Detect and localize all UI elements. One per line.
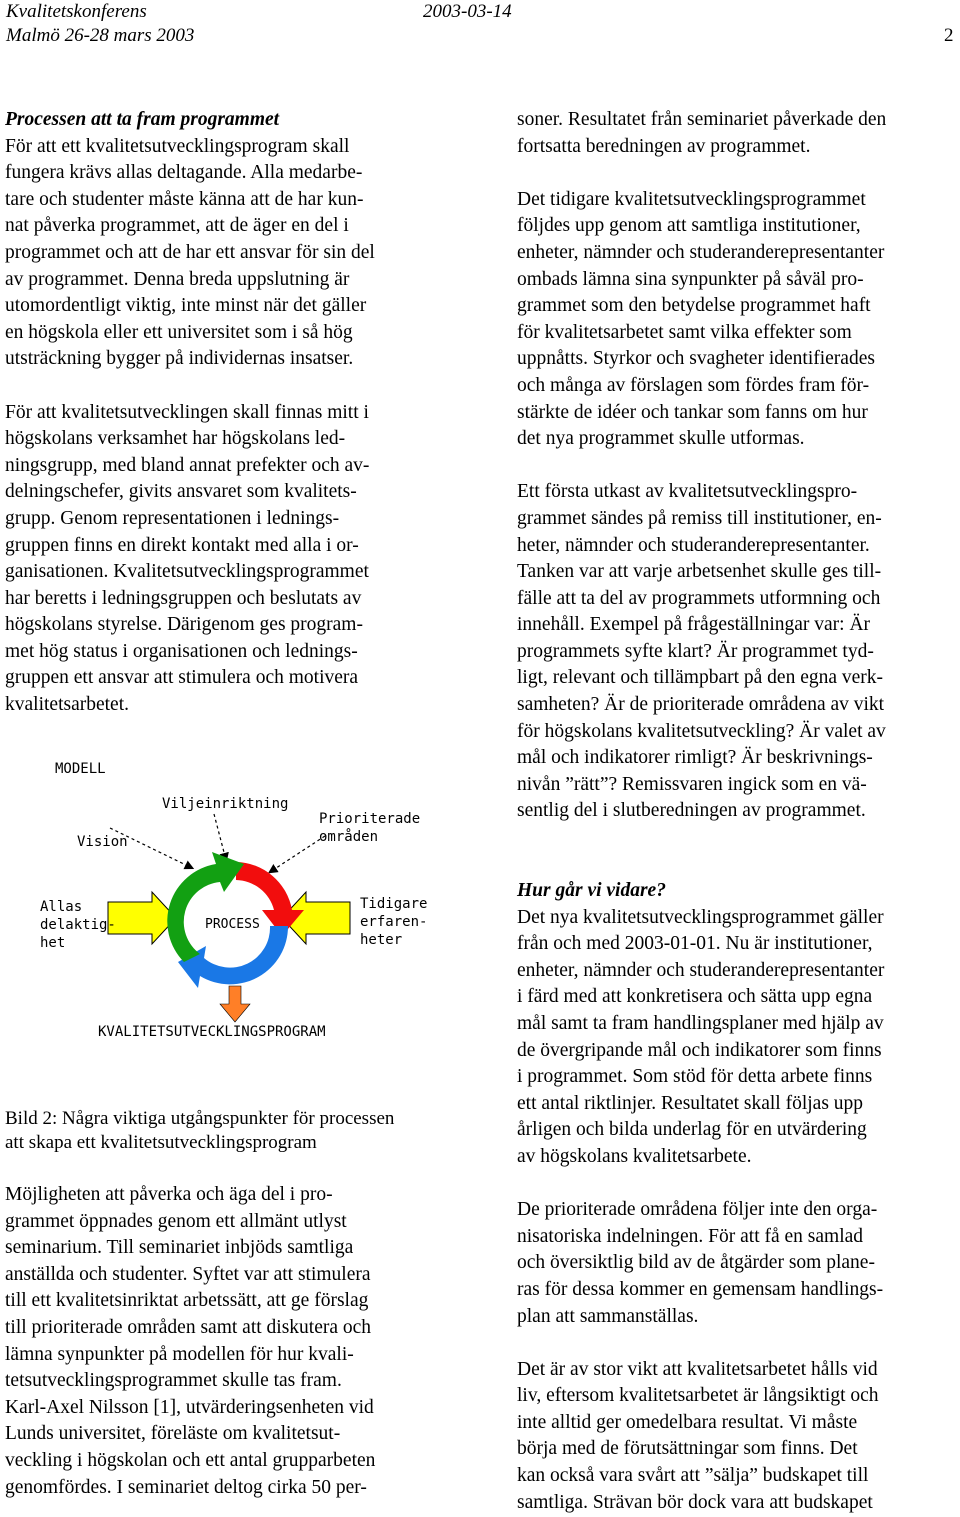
text-line: samtliga. Strävan bör dock vara att budskapet — [517, 1491, 873, 1513]
priority-arrow — [270, 836, 325, 872]
text-line: ett antal riktlinjer. Resultatet skall följas upp — [517, 1092, 864, 1114]
text-line: för högskolans kvalitetsutveckling? Är valet av — [517, 720, 886, 742]
text-line: Tanken var att varje arbetsenhet skulle ges till- — [517, 561, 882, 583]
text-line: nivån ”rätt”? Remissvaren ingick som en vä- — [517, 773, 867, 795]
text-line: fungera krävs allas deltagande. Alla medarbe- — [5, 162, 363, 184]
right-paragraph-5 — [517, 1197, 960, 1330]
text-line: det nya programmet skulle utformas. — [517, 428, 805, 450]
text-line: Möjligheten att påverka och äga del i pro- — [5, 1184, 333, 1205]
header-date: 2003-03-14 — [423, 1, 512, 22]
text-line: het — [40, 935, 66, 951]
right-paragraph-3 — [517, 479, 960, 825]
text-line: nat påverka programmet, att de äger en del i — [5, 215, 349, 237]
text-line: Ett första utkast av kvalitetsutvecklingspro- — [517, 481, 858, 503]
right-paragraph-4 — [517, 905, 960, 1171]
text-line: För att kvalitetsutvecklingen skall finnas mitt i — [5, 401, 369, 423]
text-line: från och med 2003-01-01. Nu är institutioner, — [517, 933, 873, 955]
text-line: för kvalitetsarbetet samt vilka effekter som — [517, 321, 852, 343]
text-line: kan också vara svårt att ”sälja” budskapet till — [517, 1465, 869, 1487]
text-line: Karl-Axel Nilsson [1], utvärderingsenheten vid — [5, 1396, 374, 1418]
text-line: och många av förslagen som fördes fram för- — [517, 374, 870, 396]
text-line: till ett kvalitetsinriktat arbetssätt, att ge förslag — [5, 1290, 369, 1312]
text-line: enheter, nämnder och studeranderepresentanter — [517, 959, 885, 981]
text-line: uppnåtts. Styrkor och svagheter identifierades — [517, 348, 875, 370]
text-line: lämna synpunkter på modellen för hur kvali- — [5, 1343, 354, 1365]
text-line: områden — [319, 829, 379, 845]
text-line: sentlig del i slutberedningen av programmet. — [517, 800, 866, 822]
text-line: grammet som den betydelse programmet haft — [517, 295, 871, 317]
text-line: nisatoriska indelningen. För att få en samlad — [517, 1225, 864, 1247]
text-line: i färd med att konkretisera och sätta upp egna — [517, 986, 873, 1008]
diagram-label-participation — [40, 898, 116, 952]
text-line: soner. Resultatet från seminariet påverkade den — [517, 109, 887, 130]
text-line: kvalitetsarbetet. — [5, 694, 129, 716]
text-line: programmets syfte klart? Är programmet tyd- — [517, 640, 874, 662]
text-line: i programmet. Som stöd för detta arbete finns — [517, 1066, 873, 1088]
text-line: heter — [360, 932, 403, 948]
text-line: fälle att ta del av programmets utformning och — [517, 587, 881, 609]
text-line: grammet öppnades genom ett allmänt utlyst — [5, 1210, 347, 1232]
right-column-top — [517, 107, 960, 825]
text-line: stärkte de idéer och tankar som fanns om hur — [517, 401, 868, 423]
text-line: årligen och bilda underlag för en utvärdering — [517, 1119, 867, 1141]
text-line: grammet sändes på remiss till institutioner, en- — [517, 507, 882, 529]
text-line: utsträckning bygger på individernas insatser. — [5, 348, 354, 370]
text-line: enheter, nämnder och studeranderepresentanter — [517, 241, 885, 263]
header-location: Malmö 26-28 mars 2003 — [6, 25, 195, 46]
text-line: Det tidigare kvalitetsutvecklingsprogrammet — [517, 188, 866, 210]
text-line: tetsutvecklingsprogrammet skulle tas fram. — [5, 1370, 342, 1392]
participation-arrow — [108, 892, 176, 944]
text-line: högskolans verksamhet har högskolans led- — [5, 428, 346, 450]
text-line: Prioriterade — [319, 811, 421, 827]
text-line: inte alltid ger omedelbara resultat. Vi måste — [517, 1411, 858, 1433]
text-line: följdes upp genom att samtliga institutioner, — [517, 215, 861, 237]
text-line: För att ett kvalitetsutvecklingsprogram skall — [5, 135, 350, 157]
diagram-label-process: PROCESS — [205, 917, 260, 932]
text-line: utomordentligt viktig, inte minst när det gäller — [5, 295, 367, 317]
page-number: 2 — [944, 25, 954, 46]
text-line: och översiktlig bild av de åtgärder som plane- — [517, 1252, 875, 1274]
left-column-bottom — [5, 1182, 450, 1501]
text-line: programmet och att de har ett ansvar för sin del — [5, 241, 375, 263]
text-line: liv, eftersom kvalitetsarbetet är långsiktigt och — [517, 1385, 879, 1407]
text-line: ningsgrupp, med bland annat prefekter och av- — [5, 454, 370, 476]
text-line: seminarium. Till seminariet inbjöds samtliga — [5, 1237, 354, 1259]
diagram-label-vision: Vision — [77, 834, 128, 850]
text-line: mål samt ta fram handlingsplaner med hjälp av — [517, 1012, 884, 1034]
text-line: till prioriterade områden samt att diskutera och — [5, 1316, 372, 1338]
right-paragraph-1 — [517, 107, 960, 160]
text-line: veckling i högskolan och ett antal grupparbeten — [5, 1449, 376, 1471]
text-line: börja med de förutsättningar som finns. Det — [517, 1438, 858, 1460]
text-line: Det nya kvalitetsutvecklingsprogrammet gäller — [517, 906, 884, 928]
text-line: samheten? Är de prioriterade områdena av vikt — [517, 694, 885, 716]
text-line: erfaren- — [360, 914, 428, 930]
text-line: fortsatta beredningen av programmet. — [517, 135, 811, 157]
cycle-segment-green — [167, 852, 244, 962]
text-line: högskolans styrelse. Därigenom ges program- — [5, 614, 363, 636]
text-line: Tidigare — [360, 896, 428, 912]
text-line: met hög status i organisationen och lednings- — [5, 640, 358, 662]
text-line: innehåll. Exempel på frågeställningar var: Är — [517, 614, 871, 636]
right-column-bottom — [517, 878, 960, 1516]
text-line: Lunds universitet, föreläste om kvalitetsut- — [5, 1423, 341, 1445]
diagram-label-model: MODELL — [55, 761, 106, 777]
text-line: gruppen finns en direkt kontakt med alla i or- — [5, 534, 359, 556]
text-line: tare och studenter måste känna att de har kun- — [5, 188, 364, 210]
left-paragraph-2 — [5, 400, 450, 719]
text-line: av programmet. Denna breda uppslutning är — [5, 268, 350, 290]
text-line: de övergripande mål och indikatorer som finns — [517, 1039, 882, 1061]
text-line: av högskolans kvalitetsarbete. — [517, 1145, 752, 1167]
text-line: mål och indikatorer rimligt? Är beskrivnings- — [517, 747, 873, 769]
section-heading-process: Processen att ta fram programmet — [5, 109, 280, 130]
left-paragraph-1 — [5, 134, 450, 373]
process-model-diagram — [0, 740, 460, 1060]
text-line: ras för dessa kommer en gemensam handlings- — [517, 1278, 884, 1300]
text-line: Allas — [40, 899, 83, 915]
right-paragraph-6 — [517, 1357, 960, 1517]
text-line: heter, nämnder och studeranderepresentanter. — [517, 534, 870, 556]
figure-caption — [5, 1107, 455, 1155]
text-line: ganisationen. Kvalitetsutvecklingsprogrammet — [5, 561, 369, 583]
output-arrow — [220, 986, 250, 1022]
cycle-segment-blue — [178, 926, 288, 988]
right-paragraph-2 — [517, 187, 960, 453]
text-line: grupp. Genom representationen i lednings- — [5, 507, 340, 529]
text-line: har beretts i ledningsgruppen och beslutats av — [5, 587, 362, 609]
text-line: ombads lämna sina synpunkter på såväl pro- — [517, 268, 864, 290]
section-heading-next-steps: Hur går vi vidare? — [517, 880, 666, 901]
header-conference: Kvalitetskonferens — [6, 1, 147, 22]
diagram-label-experience — [360, 895, 427, 949]
diagram-label-priority — [319, 810, 420, 846]
text-line: De prioriterade områdena följer inte den orga- — [517, 1199, 878, 1221]
text-line: genomfördes. I seminariet deltog cirka 50 per- — [5, 1476, 367, 1498]
text-line: plan att sammanställas. — [517, 1305, 699, 1327]
text-line: Det är av stor vikt att kvalitetsarbetet hålls vid — [517, 1358, 878, 1380]
left-column-top — [5, 107, 450, 719]
text-line: ligt, relevant och tillämpbart på den egna verk- — [517, 667, 884, 689]
diagram-label-direction: Viljeinriktning — [162, 796, 289, 812]
text-line: Bild 2: Några viktiga utgångspunkter för processen — [5, 1108, 395, 1129]
direction-arrow — [214, 814, 226, 860]
text-line: delningschefer, givits ansvaret som kvalitets- — [5, 481, 357, 503]
text-line: att skapa ett kvalitetsutvecklingsprogram — [5, 1132, 317, 1153]
text-line: anställda och studenter. Syftet var att stimulera — [5, 1263, 371, 1285]
text-line: en högskola eller ett universitet som i så hög — [5, 321, 353, 343]
text-line: gruppen ett ansvar att stimulera och motivera — [5, 667, 359, 689]
text-line: delaktig- — [40, 917, 116, 933]
diagram-label-program: KVALITETSUTVECKLINGSPROGRAM — [98, 1024, 326, 1040]
left-paragraph-3 — [5, 1182, 450, 1501]
